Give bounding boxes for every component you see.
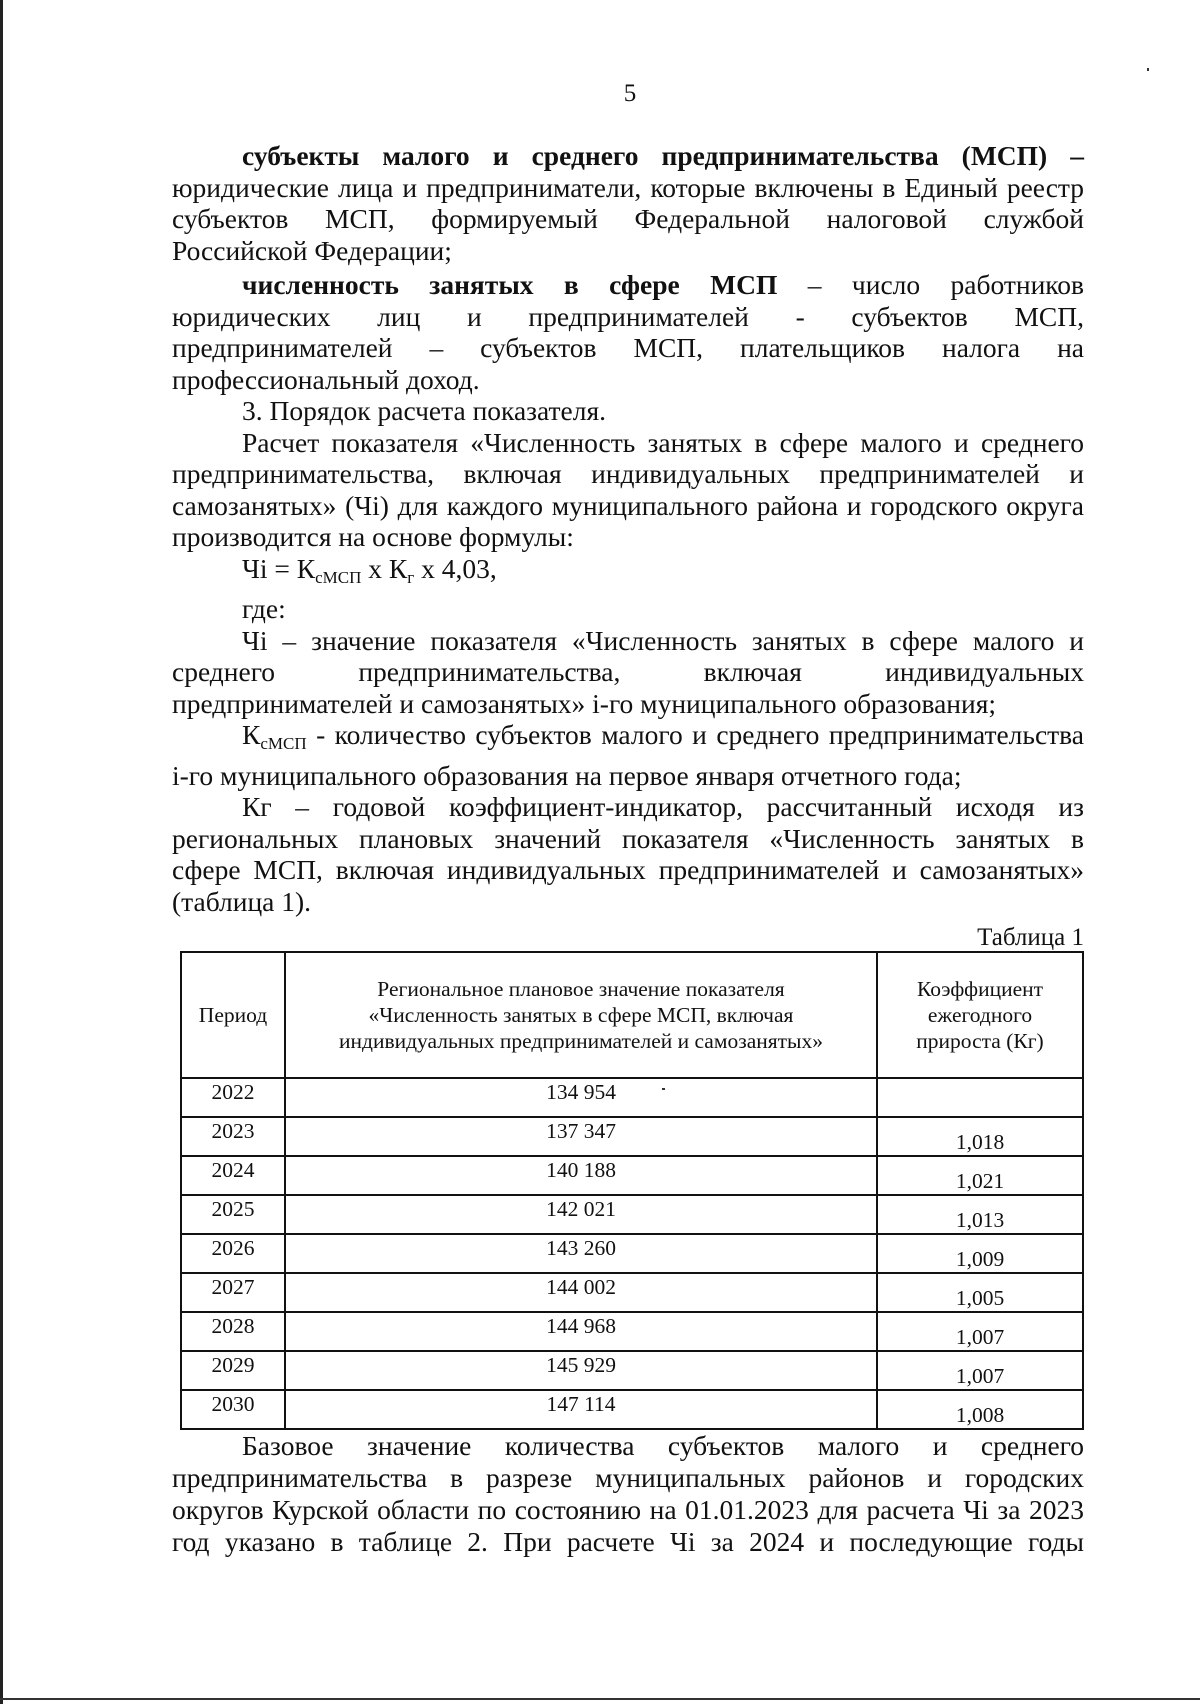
cell-coef: 1,021 — [877, 1156, 1083, 1195]
cell-period: 2025 — [181, 1195, 285, 1234]
cell-coef: 1,009 — [877, 1234, 1083, 1273]
cell-value: 140 188 — [285, 1156, 877, 1195]
cell-value: 144 002 — [285, 1273, 877, 1312]
definition-line: профессиональный доход. — [172, 363, 480, 395]
where-label: где: — [242, 593, 286, 624]
cell-period: 2024 — [181, 1156, 285, 1195]
cell-coef: 1,013 — [877, 1195, 1083, 1234]
table-caption: Таблица 1 — [977, 924, 1084, 951]
closing-line: год указано в таблице 2. При расчете Чi за 2024 и последующие годы — [172, 1526, 1084, 1557]
cell-value: 143 260 — [285, 1234, 877, 1273]
table-row — [181, 1117, 1083, 1156]
scan-edge — [0, 1698, 1200, 1700]
table-row — [181, 1390, 1083, 1429]
kg-explanation-line: (таблица 1). — [172, 885, 312, 917]
table-header-row — [181, 952, 1083, 1078]
definition-employment-first-line: численность занятых в сфере МСП – число работников — [242, 269, 1084, 300]
closing-line: округов Курской области по состоянию на 01.01.2023 для расчета Чi за 2023 — [172, 1494, 1084, 1525]
section-heading: 3. Порядок расчета показателя. — [242, 395, 607, 426]
table-row — [181, 1273, 1083, 1312]
header-coef: Коэффициент ежегодного прироста (Кг) — [877, 952, 1083, 1078]
term-employment: численность занятых в сфере МСП — [242, 269, 778, 300]
cell-period: 2030 — [181, 1390, 285, 1429]
cell-coef — [877, 1078, 1083, 1117]
calc-intro-line: Расчет показателя «Численность занятых в сфере малого и среднего — [242, 426, 1084, 458]
table-body — [181, 1078, 1083, 1429]
chi-explanation-line: Чi – значение показателя «Численность занятых в сфере малого и — [242, 624, 1084, 656]
cell-coef: 1,007 — [877, 1351, 1083, 1390]
definition-line: Российской Федерации; — [172, 234, 452, 266]
definition-line: предпринимателей – субъектов МСП, плательщиков налога на — [172, 332, 1084, 363]
body-text — [172, 140, 1084, 917]
cell-value: 145 929 — [285, 1351, 877, 1390]
cell-value: 142 021 — [285, 1195, 877, 1234]
cell-coef: 1,018 — [877, 1117, 1083, 1156]
closing-line: Базовое значение количества субъектов малого и среднего — [242, 1430, 1084, 1461]
definition-line: юридических лиц и предпринимателей - субъектов МСП, — [172, 300, 1084, 332]
calc-intro-line: предпринимательства, включая индивидуальных предпринимателей и — [172, 458, 1084, 489]
ksmsp-explanation-line: $К_{сМСП}$ - количество субъектов малого и среднего предпринимательства — [242, 719, 1084, 753]
header-period: Период — [181, 952, 285, 1078]
chi-explanation-line: среднего предпринимательства, включая индивидуальных — [172, 656, 1084, 687]
scan-edge — [0, 0, 3, 1704]
cell-value: 147 114 — [285, 1390, 877, 1429]
cell-period: 2022 — [181, 1078, 285, 1117]
kg-explanation-line: региональных плановых значений показателя «Численность занятых в — [172, 822, 1084, 854]
cell-period: 2028 — [181, 1312, 285, 1351]
table-row — [181, 1234, 1083, 1273]
closing-line: предпринимательства в разрезе муниципальных районов и городских — [172, 1462, 1084, 1493]
header-value: Региональное плановое значение показателя «Численность занятых в сфере МСП, включая индивидуальных предпринимателей и самозанятых» — [285, 952, 877, 1078]
formula: Чi = $К_{сМСП}$ х $К_г$ х 4,03, — [242, 552, 497, 587]
cell-coef: 1,008 — [877, 1390, 1083, 1429]
table-row — [181, 1195, 1083, 1234]
table-row — [181, 1351, 1083, 1390]
table-row — [181, 1156, 1083, 1195]
kg-explanation-line: Кг – годовой коэффициент-индикатор, рассчитанный исходя из — [242, 791, 1084, 822]
cell-coef: 1,005 — [877, 1273, 1083, 1312]
page-number: 5 — [623, 80, 637, 107]
table-row — [181, 1078, 1083, 1117]
kg-explanation-line: сфере МСП, включая индивидуальных предпринимателей и самозанятых» — [172, 854, 1084, 885]
term-msp: субъекты малого и среднего предпринимательства (МСП) — [242, 140, 1048, 171]
chi-explanation-line: предпринимателей и самозанятых» i-го муниципального образования; — [172, 687, 997, 719]
calc-intro-line: производится на основе формулы: — [172, 521, 574, 552]
cell-coef: 1,007 — [877, 1312, 1083, 1351]
cell-period: 2029 — [181, 1351, 285, 1390]
cell-period: 2023 — [181, 1117, 285, 1156]
definition-line: субъектов МСП, формируемый Федеральной налоговой службой — [172, 203, 1084, 234]
definition-line: юридические лица и предприниматели, которые включены в Единый реестр — [172, 171, 1084, 203]
closing-paragraph — [172, 1430, 1084, 1558]
ksmsp-explanation-line: i-го муниципального образования на первое января отчетного года; — [172, 759, 962, 791]
cell-period: 2027 — [181, 1273, 285, 1312]
calc-intro-line: самозанятых» (Чi) для каждого муниципального района и городского округа — [172, 489, 1084, 521]
definition-msp-first-line: субъекты малого и среднего предпринимательства (МСП) – — [242, 140, 1085, 171]
planned-values-table — [180, 951, 1084, 1430]
cell-value: 134 954 — [285, 1078, 877, 1117]
scan-speck — [1147, 68, 1149, 71]
table-row — [181, 1312, 1083, 1351]
cell-value: 144 968 — [285, 1312, 877, 1351]
cell-period: 2026 — [181, 1234, 285, 1273]
cell-value: 137 347 — [285, 1117, 877, 1156]
